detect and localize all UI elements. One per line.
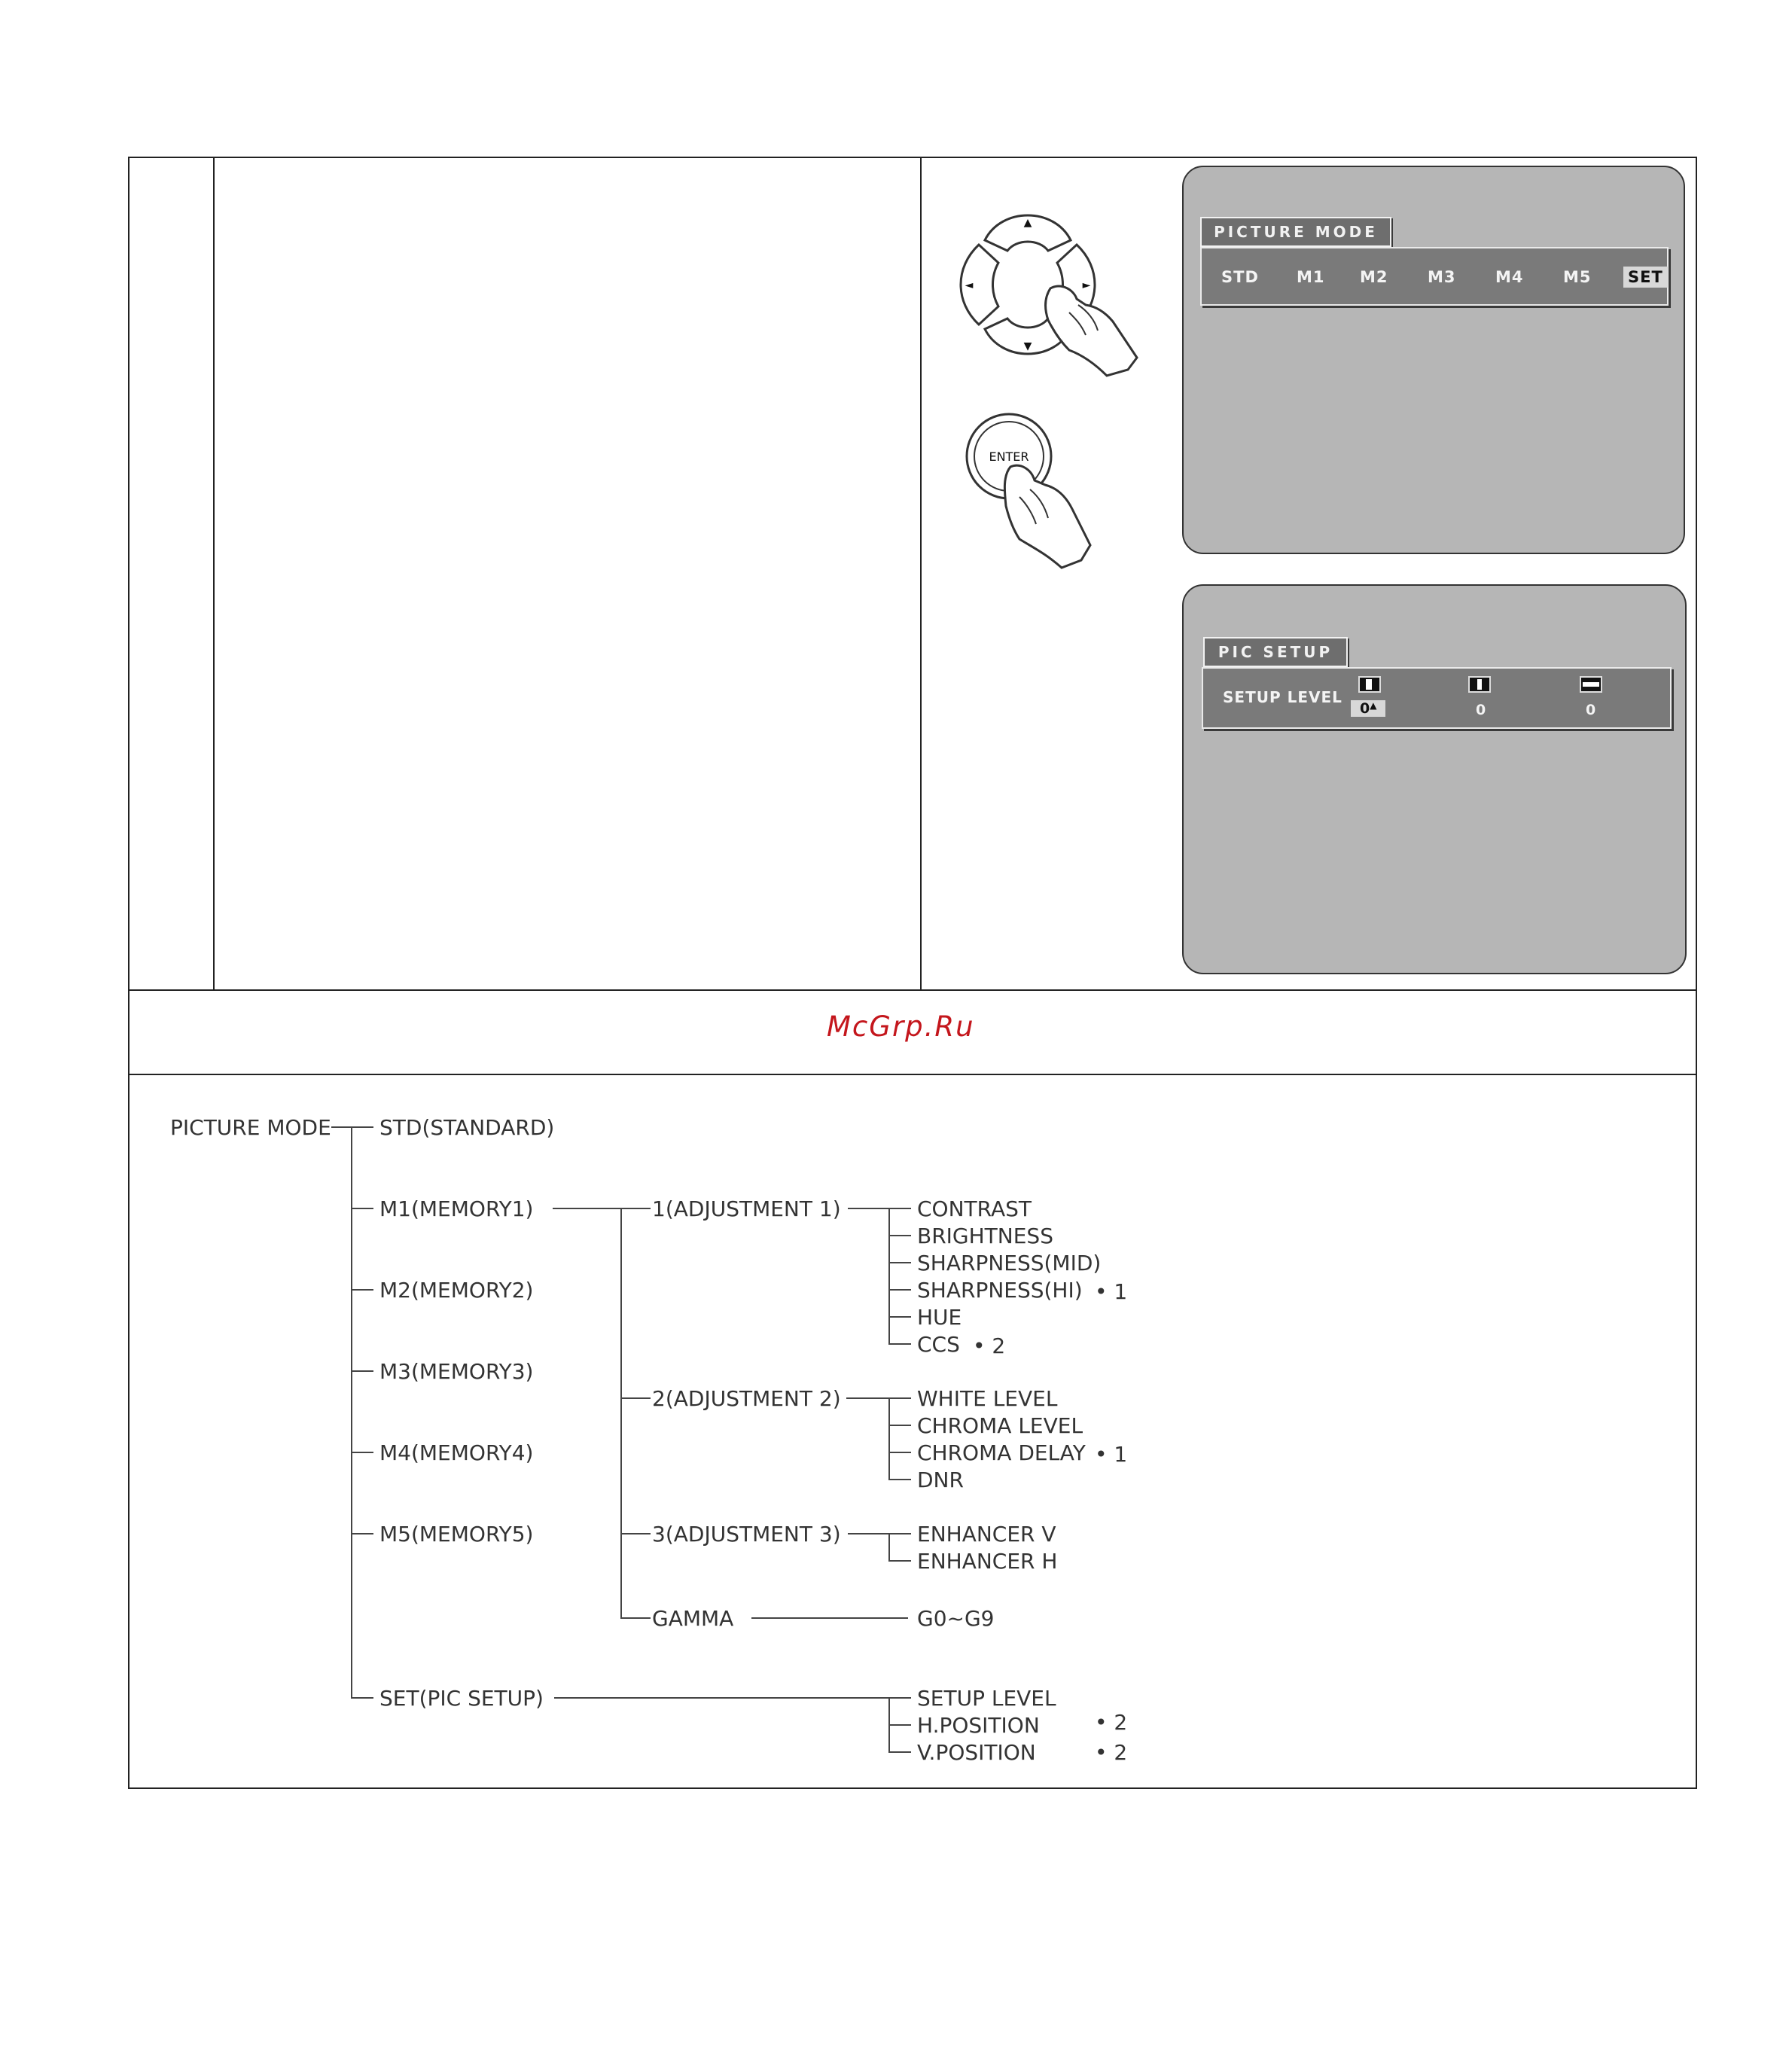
mode-m4[interactable]: M4 xyxy=(1495,268,1524,286)
cursor-up-icon: ▲ xyxy=(1370,700,1377,711)
tree-item-chroma-level: CHROMA LEVEL xyxy=(917,1413,1083,1438)
tree-item-setup-level: SETUP LEVEL xyxy=(917,1686,1056,1711)
enter-button-illustration xyxy=(956,407,1137,580)
tree-item-enhancer-v: ENHANCER V xyxy=(917,1522,1056,1547)
tree-gamma: GAMMA xyxy=(652,1606,734,1631)
note-h-position: • 2 xyxy=(1095,1710,1128,1735)
tree-mode-m5: M5(MEMORY5) xyxy=(379,1522,534,1547)
mode-m3[interactable]: M3 xyxy=(1428,268,1456,286)
mode-std[interactable]: STD xyxy=(1221,268,1259,286)
row-divider-2 xyxy=(128,1074,1697,1075)
osd-tab-title: PIC SETUP xyxy=(1203,637,1348,667)
black-level-flat-icon xyxy=(1580,676,1602,693)
note-v-position: • 2 xyxy=(1095,1740,1128,1765)
black-level-left-icon xyxy=(1358,676,1381,693)
setup-level-value-3[interactable]: 0 xyxy=(1586,702,1596,718)
setup-level-label: SETUP LEVEL xyxy=(1223,688,1342,706)
note-ccs: • 2 xyxy=(973,1333,1006,1358)
down-arrow-icon: ▼ xyxy=(1023,340,1032,352)
left-arrow-icon: ◄ xyxy=(965,279,974,291)
column-divider-left xyxy=(213,157,215,991)
mode-m2[interactable]: M2 xyxy=(1360,268,1388,286)
tree-item-ccs: CCS xyxy=(917,1332,960,1357)
tree-mode-m4: M4(MEMORY4) xyxy=(379,1440,534,1465)
tree-item-h-position: H.POSITION xyxy=(917,1713,1040,1738)
tree-mode-m3: M3(MEMORY3) xyxy=(379,1359,534,1384)
tree-item-sharpness-hi: SHARPNESS(HI) xyxy=(917,1278,1083,1303)
tree-item-gamma-range: G0~G9 xyxy=(917,1606,995,1631)
osd-tab-title: PICTURE MODE xyxy=(1200,217,1391,247)
tree-mode-set: SET(PIC SETUP) xyxy=(379,1686,544,1711)
tree-item-sharpness-mid: SHARPNESS(MID) xyxy=(917,1251,1102,1275)
tree-item-brightness: BRIGHTNESS xyxy=(917,1224,1053,1248)
mode-set-selected[interactable]: SET xyxy=(1623,267,1668,288)
tree-item-white-level: WHITE LEVEL xyxy=(917,1386,1058,1411)
tree-mode-std: STD(STANDARD) xyxy=(379,1115,555,1140)
setup-level-value-2[interactable]: 0 xyxy=(1476,702,1486,718)
watermark-text: McGrp.Ru xyxy=(827,1010,975,1043)
osd-screen-picture-mode xyxy=(1182,166,1685,554)
note-chroma-delay: • 1 xyxy=(1095,1442,1128,1467)
black-level-mid-icon xyxy=(1468,676,1491,693)
tree-adjustment-2: 2(ADJUSTMENT 2) xyxy=(652,1386,841,1411)
mode-m1[interactable]: M1 xyxy=(1297,268,1325,286)
cursor-pad-illustration xyxy=(949,192,1144,380)
tree-adjustment-1: 1(ADJUSTMENT 1) xyxy=(652,1196,841,1221)
column-divider-right xyxy=(920,157,922,991)
tree-item-enhancer-h: ENHANCER H xyxy=(917,1549,1058,1574)
tree-mode-m2: M2(MEMORY2) xyxy=(379,1278,534,1303)
enter-button-label: ENTER xyxy=(989,450,1029,464)
osd-screen-pic-setup xyxy=(1182,584,1687,974)
tree-item-chroma-delay: CHROMA DELAY xyxy=(917,1440,1086,1465)
tree-mode-m1: M1(MEMORY1) xyxy=(379,1196,534,1221)
tree-item-hue: HUE xyxy=(917,1305,962,1330)
tree-item-v-position: V.POSITION xyxy=(917,1740,1036,1765)
mode-m5[interactable]: M5 xyxy=(1563,268,1592,286)
tree-item-contrast: CONTRAST xyxy=(917,1196,1032,1221)
up-arrow-icon: ▲ xyxy=(1023,217,1032,229)
setup-level-value-1[interactable]: 0▲ xyxy=(1351,700,1385,717)
setup-level-row xyxy=(1202,667,1672,729)
note-sharpness-hi: • 1 xyxy=(1095,1279,1128,1304)
tree-root-picture-mode: PICTURE MODE xyxy=(170,1115,331,1140)
tree-item-dnr: DNR xyxy=(917,1467,964,1492)
picture-mode-menu-bar xyxy=(1200,247,1669,306)
right-arrow-icon: ► xyxy=(1082,279,1091,291)
row-divider-1 xyxy=(128,989,1697,991)
tree-adjustment-3: 3(ADJUSTMENT 3) xyxy=(652,1522,841,1547)
